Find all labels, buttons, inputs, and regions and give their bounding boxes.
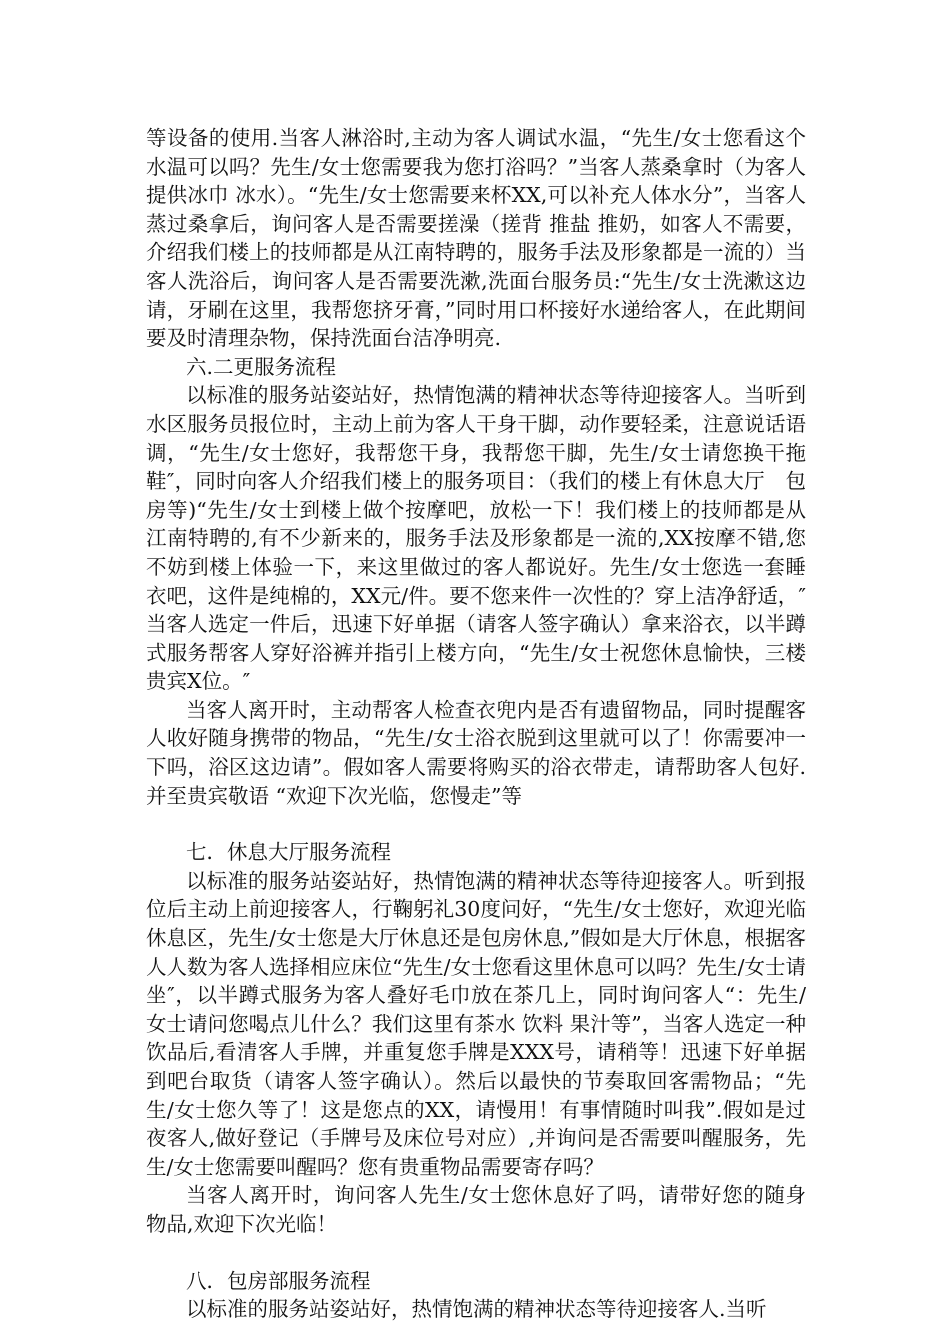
paragraph-lounge-service: 以标准的服务站姿站好，热情饱满的精神状态等待迎接客人。听到报位后主动上前迎接客人，行鞠躬礼30度问好，“先生/女士您好，欢迎光临休息区，先生/女士您是大厅休息还是包房休息,”假如是大厅休息，根据客人人数为客人选择相应床位“先生/女士您看这里休息可以吗？先生/女士请坐″，以半蹲式服务为客人叠好毛巾放在茶几上，同时询问客人“：先生/女士请问您喝点儿什么？我们这里有茶水 饮料 果汁等”，当客人选定一种饮品后,看清客人手牌，并重复您手牌是XXX号，请稍等！迅速下好单据到吧台取货（请客人签字确认）。然后以最快的节奏取回客需物品；“先生/女士您久等了！这是您点的XX，请慢用！有事情随时叫我”.假如是过夜客人,做好登记（手牌号及床位号对应）,并询问是否需要叫醒服务，先生/女士您需要叫醒吗？您有贵重物品需要寄存吗？ (146, 868, 806, 1179)
paragraph-lounge-departure: 当客人离开时，询问客人先生/女士您休息好了吗，请带好您的随身物品,欢迎下次光临！ (146, 1183, 806, 1236)
paragraph-departure: 当客人离开时，主动帮客人检查衣兜内是否有遗留物品，同时提醒客人收好随身携带的物品，“先生/女士浴衣脱到这里就可以了！你需要冲一下吗，浴区这边请”。假如客人需要将购买的浴衣带走，请帮助客人包好.并至贵宾敬语 “欢迎下次光临，您慢走”等 (146, 697, 806, 808)
section-heading-7: 七．休息大厅服务流程 (186, 840, 391, 865)
section-heading-6: 六.二更服务流程 (186, 354, 337, 379)
section-heading-8: 八．包房部服务流程 (186, 1268, 371, 1293)
document-page (146, 124, 806, 1324)
paragraph-private-room: 以标准的服务站姿站好，热情饱满的精神状态等待迎接客人.当听 (186, 1297, 767, 1322)
paragraph-bath-service: 等设备的使用.当客人淋浴时,主动为客人调试水温，“先生/女士您看这个水温可以吗？先生/女士您需要我为您打浴吗？”当客人蒸桑拿时（为客人提供冰巾 冰水）。“先生/女士您需要来杯XX,可以补充人体水分”，当客人蒸过桑拿后，询问客人是否需要搓澡（搓背 推盐 推奶，如客人不需要，介绍我们楼上的技师都是从江南特聘的，服务手法及形象都是一流的）当客人洗浴后，询问客人是否需要洗漱,洗面台服务员:“先生/女士洗漱这边请，牙刷在这里，我帮您挤牙膏，”同时用口杯接好水递给客人，在此期间要及时清理杂物，保持洗面台洁净明亮. (146, 126, 806, 351)
paragraph-second-shift: 以标准的服务站姿站好，热情饱满的精神状态等待迎接客人。当听到水区服务员报位时，主动上前为客人干身干脚，动作要轻柔，注意说话语调，“先生/女士您好，我帮您干身，我帮您干脚，先生/女士请您换干拖鞋″，同时向客人介绍我们楼上的服务项目：（我们的楼上有休息大厅 包房等)“先生/女士到楼上做个按摩吧，放松一下！我们楼上的技师都是从江南特聘的,有不少新来的，服务手法及形象都是一流的,XX按摩不错,您不妨到楼上体验一下，来这里做过的客人都说好。先生/女士您选一套睡衣吧，这件是纯棉的，XX元/件。要不您来件一次性的？穿上洁净舒适，″当客人选定一件后，迅速下好单据（请客人签字确认）拿来浴衣，以半蹲式服务帮客人穿好浴裤并指引上楼方向，“先生/女士祝您休息愉快，三楼贵宾X位。″ (146, 383, 806, 694)
